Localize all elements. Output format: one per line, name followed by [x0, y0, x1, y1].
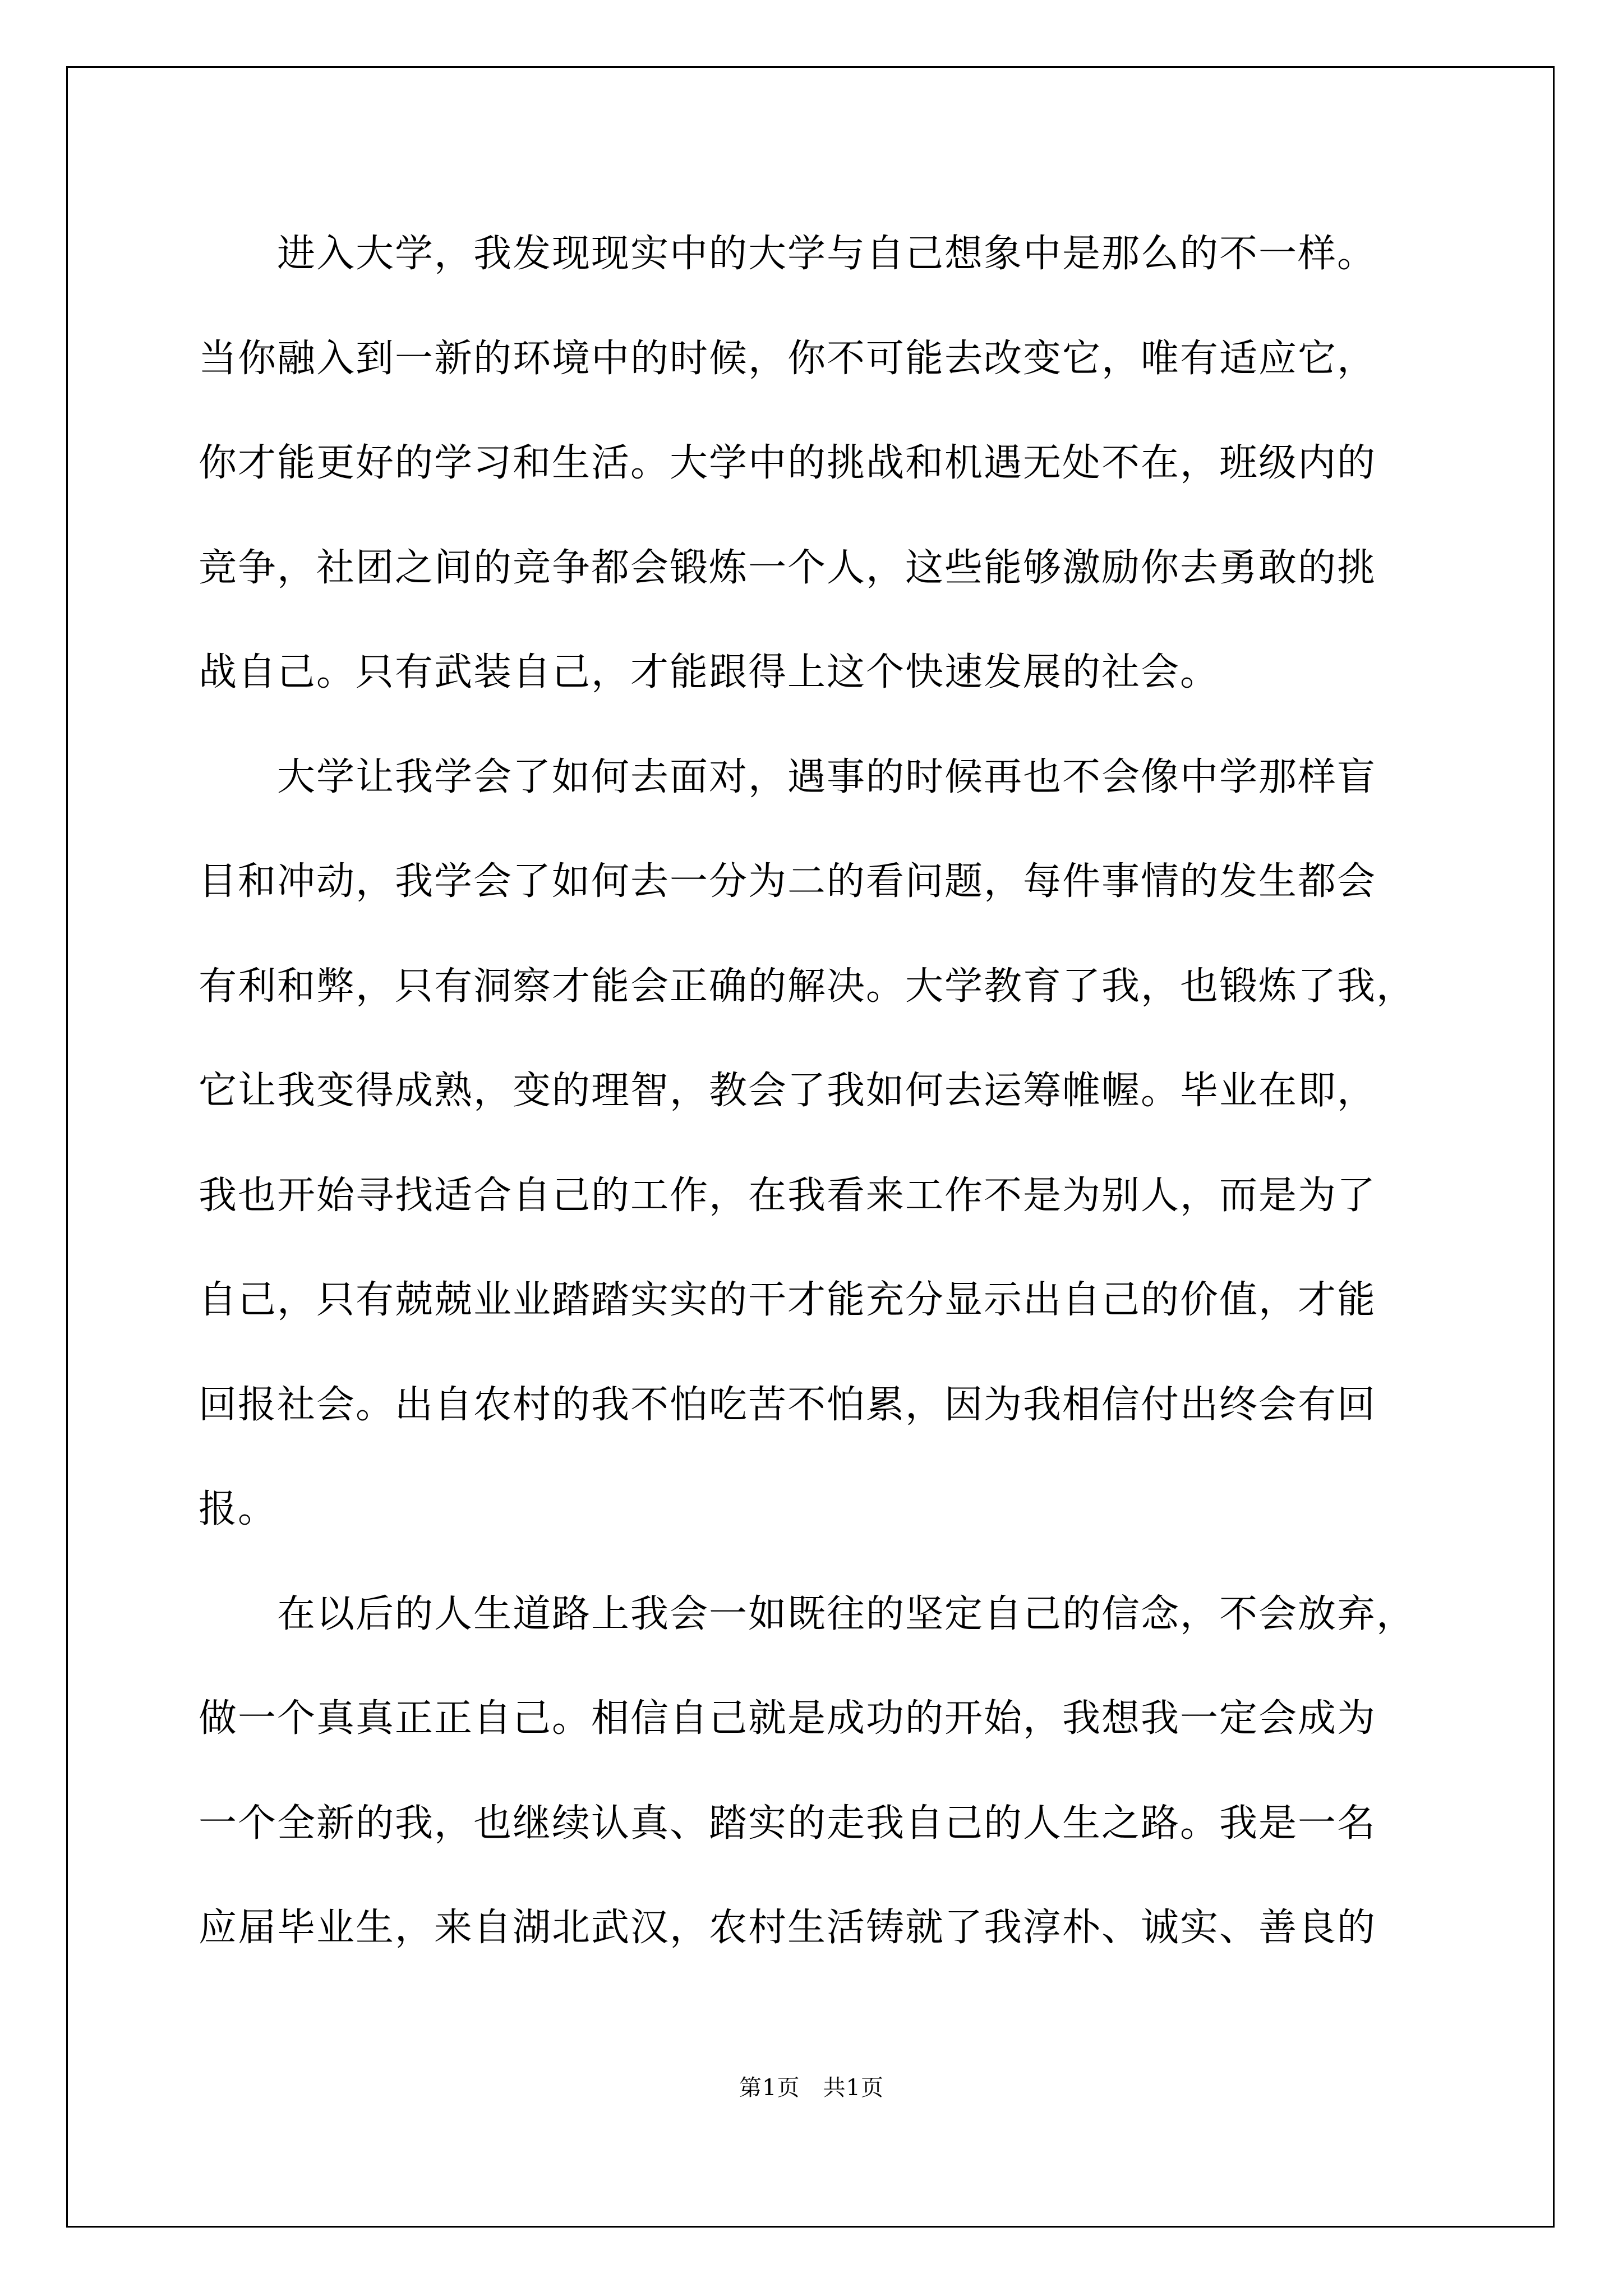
document-body — [199, 202, 1427, 1981]
text-line: 做一个真真正正自己。相信自己就是成功的开始，我想我一定会成为 — [199, 1696, 1377, 1741]
text-line: 一个全新的我，也继续认真、踏实的走我自己的人生之路。我是一名 — [199, 1801, 1377, 1846]
text-line: 竞争，社团之间的竞争都会锻炼一个人，这些能够激励你去勇敢的挑 — [199, 545, 1377, 590]
page-footer — [0, 2070, 1623, 2102]
text-line: 你才能更好的学习和生活。大学中的挑战和机遇无处不在，班级内的 — [199, 441, 1377, 485]
text-line: 我也开始寻找适合自己的工作，在我看来工作不是为别人，而是为了 — [199, 1173, 1377, 1218]
text-line: 在以后的人生道路上我会一如既往的坚定自己的信念，不会放弃， — [199, 1591, 1416, 1636]
text-line: 当你融入到一新的环境中的时候，你不可能去改变它，唯有适应它， — [199, 336, 1377, 381]
text-line: 有利和弊，只有洞察才能会正确的解决。大学教育了我，也锻炼了我， — [199, 964, 1416, 1009]
text-line: 它让我变得成熟，变的理智，教会了我如何去运筹帷幄。毕业在即， — [199, 1069, 1377, 1113]
text-line: 应届毕业生，来自湖北武汉，农村生活铸就了我淳朴、诚实、善良的 — [199, 1906, 1377, 1950]
page-number: 第1页 共1页 — [739, 2075, 884, 2101]
text-line: 进入大学，我发现现实中的大学与自己想象中是那么的不一样。 — [199, 232, 1377, 276]
text-line: 报。 — [199, 1487, 278, 1531]
text-line: 自己，只有兢兢业业踏踏实实的干才能充分显示出自己的价值，才能 — [199, 1278, 1377, 1322]
text-line: 回报社会。出自农村的我不怕吃苦不怕累，因为我相信付出终会有回 — [199, 1382, 1377, 1427]
text-line: 大学让我学会了如何去面对，遇事的时候再也不会像中学那样盲 — [199, 754, 1377, 799]
text-line: 目和冲动，我学会了如何去一分为二的看问题，每件事情的发生都会 — [199, 859, 1377, 904]
text-line: 战自己。只有武装自己，才能跟得上这个快速发展的社会。 — [199, 650, 1220, 694]
